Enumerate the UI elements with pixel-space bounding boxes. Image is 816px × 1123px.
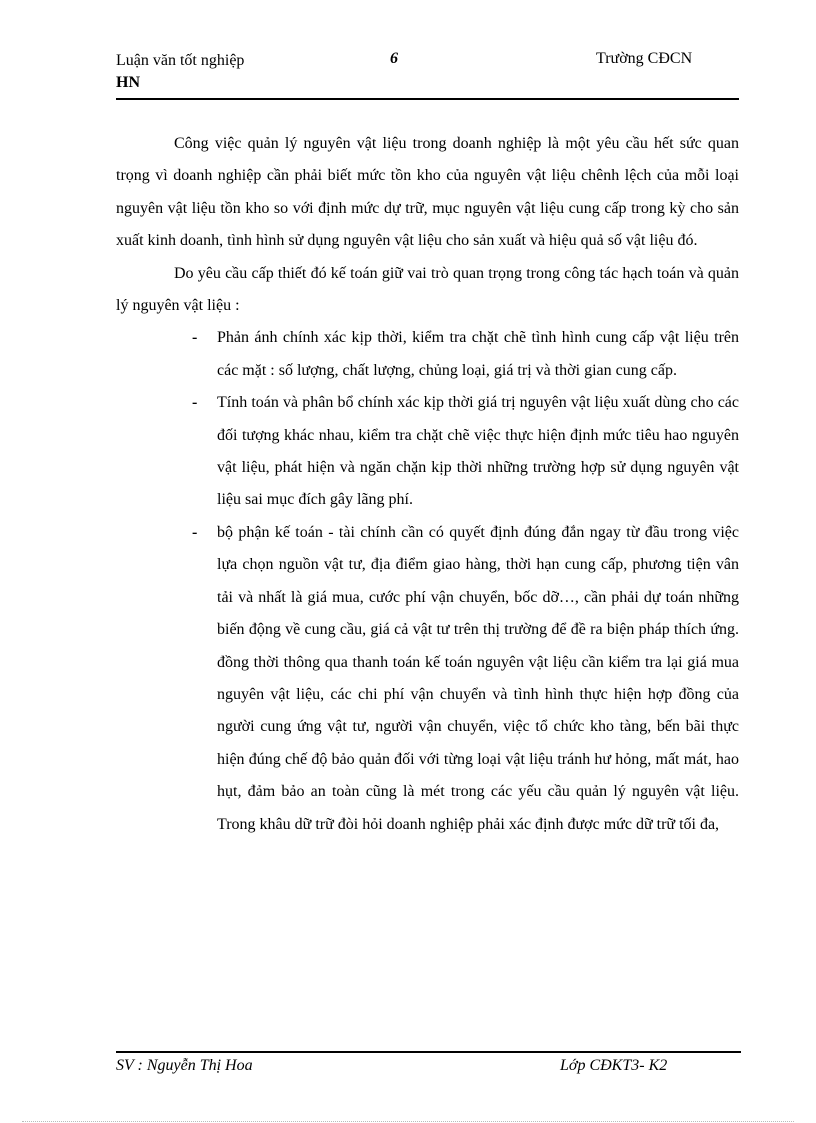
thesis-label: Luận văn tốt nghiệp (116, 52, 245, 69)
header-left (116, 50, 244, 94)
bullet-list (116, 322, 739, 841)
student-name: SV : Nguyễn Thị Hoa (116, 1057, 253, 1074)
school-name: Trường CĐCN (596, 50, 693, 67)
page-header (116, 48, 739, 100)
bullet-marker: - (192, 329, 198, 347)
page-footer (116, 1051, 741, 1074)
document-body (116, 128, 739, 841)
list-item (116, 322, 739, 387)
page-number: 6 (390, 50, 398, 67)
class-name: Lớp CĐKT3- K2 (560, 1057, 668, 1074)
paragraph-1: Công việc quản lý nguyên vật liệu trong doanh nghiệp là một yêu cầu hết sức quan trọng vì doanh nghiệp cần phải biết mức tồn kho của nguyên vật liệu chênh lệch của mỗi loại nguyên vật liệu tồn kho so với định mức dự trữ, mục nguyên vật liệu cung cấp trong kỳ cho sản xuất kinh doanh, tình hình sử dụng nguyên vật liệu cho sản xuất và hiệu quả số vật liệu đó. (116, 135, 739, 250)
paragraph-2: Do yêu cầu cấp thiết đó kế toán giữ vai trò quan trọng trong công tác hạch toán và quản lý nguyên vật liệu : (116, 264, 739, 315)
page-edge-divider (22, 1121, 794, 1122)
list-item (116, 517, 739, 841)
thesis-label-suffix: HN (116, 74, 140, 91)
list-item (116, 387, 739, 517)
bullet-marker: - (192, 523, 198, 541)
bullet-text: bộ phận kế toán - tài chính cần có quyết định đúng đắn ngay từ đầu trong việc lựa chọn nguồn vật tư, địa điểm giao hàng, thời hạn cung cấp, phương tiện vân tải và nhất là giá mua, cước phí vận chuyển, bốc dỡ…, cần phải dự toán những biến động về cung cầu, giá cả vật tư trên thị trường để đề ra biện pháp thích ứng. đồng thời thông qua thanh toán kế toán nguyên vật liệu cần kiểm tra lại giá mua nguyên vật liệu, các chi phí vận chuyển và tình hình thực hiện hợp đồng của người cung ứng vật tư, người vận chuyển, việc tổ chức kho tàng, bến bãi thực hiện đúng chế độ bảo quản đối với từng loại vật liệu tránh hư hỏng, mất mát, hao hụt, đảm bảo an toàn cũng là mét trong các yếu cầu quản lý nguyên vật liệu. Trong khâu dữ trữ đòi hỏi doanh nghiệp phải xác định được mức dữ trữ tối đa, (217, 523, 739, 833)
bullet-text: Phản ánh chính xác kịp thời, kiểm tra chặt chẽ tình hình cung cấp vật liệu trên các mặt : số lượng, chất lượng, chủng loại, giá trị và thời gian cung cấp. (217, 329, 739, 379)
bullet-marker: - (192, 394, 198, 412)
bullet-text: Tính toán và phân bổ chính xác kịp thời giá trị nguyên vật liệu xuất dùng cho các đối tượng khác nhau, kiểm tra chặt chẽ việc thực hiện định mức tiêu hao nguyên vật liệu, phát hiện và ngăn chặn kịp thời những trường hợp sử dụng nguyên vật liệu sai mục đích gây lãng phí. (217, 394, 739, 509)
